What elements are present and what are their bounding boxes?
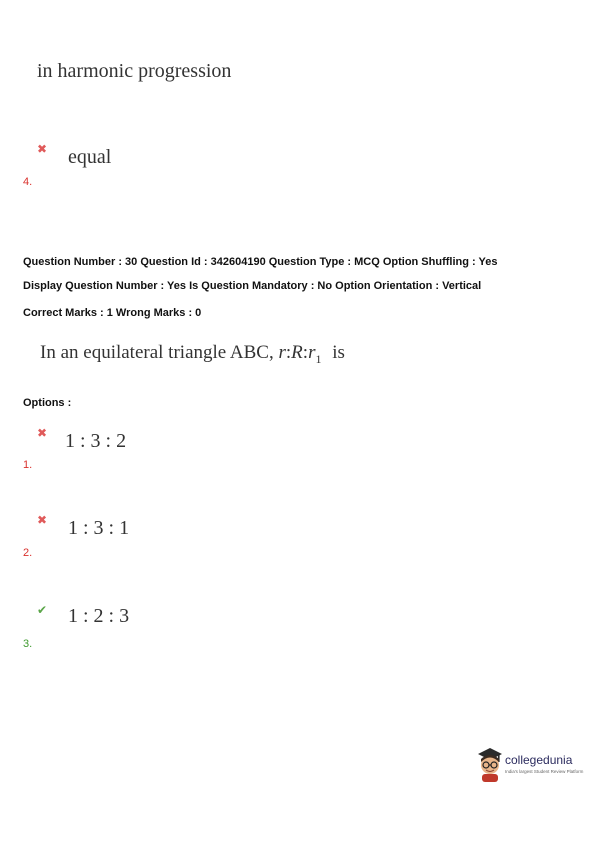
ratio-r1-subscript: 1 <box>315 351 322 366</box>
question-text <box>40 342 345 367</box>
question-suffix: is <box>332 342 345 363</box>
question-marks: Correct Marks : 1 Wrong Marks : 0 <box>23 307 202 319</box>
question-meta-line-1: Question Number : 30 Question Id : 342604190 Question Type : MCQ Option Shuffling : Yes <box>23 256 498 268</box>
option-number-4: 4. <box>23 176 33 188</box>
logo-tagline: India's largest Student Review Platform <box>505 769 584 774</box>
option-text-2: 1 : 3 : 1 <box>68 517 130 539</box>
option-text-3: 1 : 2 : 3 <box>68 605 130 627</box>
ratio-separator-2: : <box>302 342 309 363</box>
check-icon: ✔ <box>37 603 48 617</box>
option-number-3: 3. <box>23 638 33 650</box>
ratio-r1: r <box>308 342 316 363</box>
options-label: Options : <box>23 397 72 409</box>
cross-icon: ✖ <box>37 142 48 156</box>
ratio-r: r <box>278 342 286 363</box>
question-prefix: In an equilateral triangle ABC, <box>40 342 274 363</box>
cross-icon: ✖ <box>37 513 48 527</box>
ratio-separator-1: : <box>285 342 292 363</box>
option-number-1: 1. <box>23 459 33 471</box>
question-meta-line-2: Display Question Number : Yes Is Question Mandatory : No Option Orientation : Vertical <box>23 280 482 292</box>
ratio-R: R <box>291 342 303 363</box>
option-text-1: 1 : 3 : 2 <box>65 430 127 452</box>
option-number-2: 2. <box>23 547 33 559</box>
collegedunia-logo-icon <box>476 745 504 783</box>
logo-name: collegedunia <box>505 753 573 767</box>
option-text-4: equal <box>68 146 112 168</box>
previous-option-text: in harmonic progression <box>37 60 232 82</box>
cross-icon: ✖ <box>37 426 48 440</box>
